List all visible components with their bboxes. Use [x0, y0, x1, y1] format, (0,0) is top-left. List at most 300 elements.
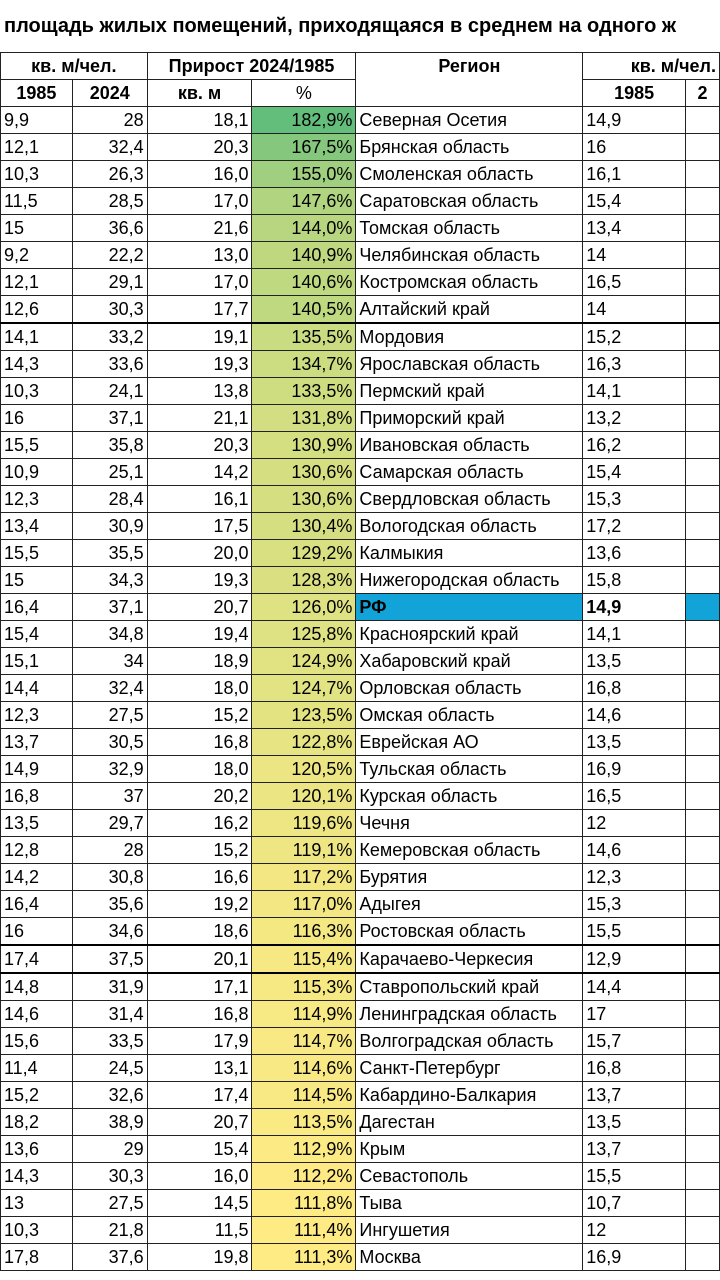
cell-region: Смоленская область [356, 161, 583, 188]
cell-2024: 27,5 [72, 1190, 147, 1217]
cell-growth-sqm: 19,1 [147, 323, 252, 351]
cell-2024-right [686, 296, 720, 324]
cell-growth-sqm: 17,5 [147, 513, 252, 540]
cell-region: Тульская область [356, 756, 583, 783]
cell-2024-right [686, 648, 720, 675]
cell-region: Карачаево-Черкесия [356, 945, 583, 973]
cell-growth-sqm: 17,0 [147, 269, 252, 296]
cell-growth-pct: 182,9% [252, 107, 356, 134]
cell-region: Челябинская область [356, 242, 583, 269]
table-row [1, 107, 720, 134]
cell-1985-right: 14,4 [583, 973, 686, 1001]
cell-growth-pct: 155,0% [252, 161, 356, 188]
table-row [1, 945, 720, 973]
cell-growth-pct: 128,3% [252, 567, 356, 594]
cell-1985-right: 14,6 [583, 702, 686, 729]
cell-growth-sqm: 16,1 [147, 486, 252, 513]
cell-region: Ставропольский край [356, 973, 583, 1001]
cell-2024-right [686, 567, 720, 594]
cell-2024: 34,3 [72, 567, 147, 594]
cell-1985: 10,9 [1, 459, 73, 486]
cell-1985: 14,6 [1, 1001, 73, 1028]
cell-1985: 10,3 [1, 1217, 73, 1244]
cell-2024-right [686, 513, 720, 540]
cell-1985: 15 [1, 215, 73, 242]
cell-2024-right [686, 675, 720, 702]
housing-area-table [0, 52, 720, 1271]
cell-2024-right [686, 134, 720, 161]
cell-growth-pct: 147,6% [252, 188, 356, 215]
table-row [1, 188, 720, 215]
cell-2024: 24,1 [72, 378, 147, 405]
table-row [1, 810, 720, 837]
cell-1985-right: 15,2 [583, 323, 686, 351]
cell-1985-right: 16,2 [583, 432, 686, 459]
table-row [1, 1190, 720, 1217]
cell-2024-right [686, 729, 720, 756]
cell-region: Волгоградская область [356, 1028, 583, 1055]
cell-1985-right: 14,1 [583, 378, 686, 405]
cell-1985: 15 [1, 567, 73, 594]
cell-2024: 29,1 [72, 269, 147, 296]
cell-growth-pct: 111,3% [252, 1244, 356, 1271]
cell-region: Приморский край [356, 405, 583, 432]
cell-1985-right: 15,4 [583, 188, 686, 215]
cell-2024-right [686, 107, 720, 134]
cell-growth-pct: 111,4% [252, 1217, 356, 1244]
cell-region: Ростовская область [356, 918, 583, 946]
cell-region: Красноярский край [356, 621, 583, 648]
cell-growth-sqm: 16,6 [147, 864, 252, 891]
cell-2024-right [686, 1082, 720, 1109]
cell-region: Алтайский край [356, 296, 583, 324]
cell-2024: 30,3 [72, 1163, 147, 1190]
table-row [1, 1217, 720, 1244]
cell-1985: 16 [1, 405, 73, 432]
cell-growth-sqm: 21,6 [147, 215, 252, 242]
table-row [1, 242, 720, 269]
cell-2024-right [686, 1136, 720, 1163]
header-growth: Прирост 2024/1985 [147, 53, 356, 80]
table-row [1, 675, 720, 702]
cell-2024: 26,3 [72, 161, 147, 188]
cell-1985: 12,3 [1, 486, 73, 513]
cell-1985-right: 14 [583, 296, 686, 324]
cell-growth-sqm: 20,7 [147, 1109, 252, 1136]
cell-2024: 27,5 [72, 702, 147, 729]
cell-2024: 24,5 [72, 1055, 147, 1082]
header-sqm-per-person: кв. м/чел. [1, 53, 148, 80]
cell-growth-sqm: 16,8 [147, 1001, 252, 1028]
table-row [1, 161, 720, 188]
table-row [1, 134, 720, 161]
cell-1985: 16,4 [1, 594, 73, 621]
cell-growth-sqm: 17,0 [147, 188, 252, 215]
table-row [1, 486, 720, 513]
cell-region: Крым [356, 1136, 583, 1163]
cell-1985-right: 13,7 [583, 1136, 686, 1163]
cell-growth-sqm: 13,1 [147, 1055, 252, 1082]
cell-2024-right [686, 1001, 720, 1028]
table-row [1, 459, 720, 486]
cell-1985-right: 17,2 [583, 513, 686, 540]
cell-growth-pct: 133,5% [252, 378, 356, 405]
cell-2024: 35,5 [72, 540, 147, 567]
cell-region: Северная Осетия [356, 107, 583, 134]
table-row [1, 432, 720, 459]
cell-2024: 28 [72, 837, 147, 864]
cell-growth-sqm: 20,2 [147, 783, 252, 810]
cell-growth-pct: 119,6% [252, 810, 356, 837]
cell-2024: 32,4 [72, 134, 147, 161]
cell-2024-right [686, 945, 720, 973]
cell-1985-right: 15,8 [583, 567, 686, 594]
cell-1985-right: 16,3 [583, 351, 686, 378]
cell-1985: 11,4 [1, 1055, 73, 1082]
table-row [1, 973, 720, 1001]
table-row [1, 567, 720, 594]
cell-2024: 37,1 [72, 594, 147, 621]
cell-1985-right: 13,6 [583, 540, 686, 567]
cell-1985: 14,2 [1, 864, 73, 891]
table-row [1, 540, 720, 567]
cell-1985: 16,4 [1, 891, 73, 918]
cell-region: Санкт-Петербург [356, 1055, 583, 1082]
cell-1985-right: 15,4 [583, 459, 686, 486]
cell-growth-pct: 120,5% [252, 756, 356, 783]
cell-1985-right: 14,9 [583, 107, 686, 134]
cell-2024: 30,5 [72, 729, 147, 756]
cell-region: Калмыкия [356, 540, 583, 567]
header-row-1 [1, 53, 720, 80]
header-pct: % [252, 80, 356, 107]
table-row [1, 648, 720, 675]
cell-2024: 35,6 [72, 891, 147, 918]
cell-1985-right: 13,2 [583, 405, 686, 432]
cell-growth-sqm: 20,3 [147, 134, 252, 161]
cell-2024-right [686, 864, 720, 891]
cell-1985: 14,1 [1, 323, 73, 351]
table-row [1, 513, 720, 540]
cell-growth-sqm: 16,8 [147, 729, 252, 756]
cell-1985-right: 15,5 [583, 1163, 686, 1190]
cell-1985-right: 14,1 [583, 621, 686, 648]
cell-2024: 32,4 [72, 675, 147, 702]
cell-2024-right [686, 323, 720, 351]
cell-2024: 33,6 [72, 351, 147, 378]
cell-2024-right [686, 405, 720, 432]
cell-growth-pct: 123,5% [252, 702, 356, 729]
cell-region: Костромская область [356, 269, 583, 296]
cell-growth-pct: 134,7% [252, 351, 356, 378]
cell-region: Томская область [356, 215, 583, 242]
cell-growth-sqm: 19,4 [147, 621, 252, 648]
cell-1985: 13,6 [1, 1136, 73, 1163]
cell-1985: 15,4 [1, 621, 73, 648]
cell-2024-right [686, 783, 720, 810]
table-row [1, 378, 720, 405]
cell-2024-right [686, 269, 720, 296]
cell-2024: 29,7 [72, 810, 147, 837]
cell-region: Пермский край [356, 378, 583, 405]
cell-growth-pct: 124,9% [252, 648, 356, 675]
table-row [1, 756, 720, 783]
cell-1985-right: 12,9 [583, 945, 686, 973]
table-row [1, 1001, 720, 1028]
cell-2024-right [686, 378, 720, 405]
cell-2024-right [686, 1109, 720, 1136]
cell-1985-right: 16,9 [583, 756, 686, 783]
table-row [1, 1082, 720, 1109]
cell-2024: 21,8 [72, 1217, 147, 1244]
cell-growth-pct: 130,6% [252, 486, 356, 513]
cell-2024: 33,2 [72, 323, 147, 351]
cell-growth-sqm: 19,3 [147, 567, 252, 594]
cell-growth-pct: 113,5% [252, 1109, 356, 1136]
cell-2024: 32,6 [72, 1082, 147, 1109]
cell-1985: 12,3 [1, 702, 73, 729]
cell-1985: 9,9 [1, 107, 73, 134]
cell-growth-pct: 144,0% [252, 215, 356, 242]
cell-1985: 16,8 [1, 783, 73, 810]
cell-2024-right [686, 1190, 720, 1217]
cell-1985-right: 17 [583, 1001, 686, 1028]
cell-1985-right: 16,9 [583, 1244, 686, 1271]
cell-2024-right [686, 837, 720, 864]
header-region: Регион [356, 53, 583, 107]
table-row [1, 1163, 720, 1190]
cell-growth-pct: 117,2% [252, 864, 356, 891]
cell-region: Кемеровская область [356, 837, 583, 864]
cell-growth-sqm: 20,3 [147, 432, 252, 459]
cell-growth-sqm: 19,2 [147, 891, 252, 918]
cell-1985-right: 13,5 [583, 729, 686, 756]
cell-1985: 13,5 [1, 810, 73, 837]
cell-growth-sqm: 13,8 [147, 378, 252, 405]
cell-1985: 13 [1, 1190, 73, 1217]
cell-1985-right: 15,5 [583, 918, 686, 946]
cell-2024: 29 [72, 1136, 147, 1163]
cell-region: Дагестан [356, 1109, 583, 1136]
cell-growth-sqm: 19,8 [147, 1244, 252, 1271]
cell-region: РФ [356, 594, 583, 621]
table-row [1, 296, 720, 324]
table-row [1, 1055, 720, 1082]
cell-growth-sqm: 17,4 [147, 1082, 252, 1109]
cell-2024-right [686, 891, 720, 918]
cell-growth-pct: 130,6% [252, 459, 356, 486]
cell-1985: 13,4 [1, 513, 73, 540]
cell-2024: 28,4 [72, 486, 147, 513]
cell-growth-sqm: 15,4 [147, 1136, 252, 1163]
cell-2024: 31,4 [72, 1001, 147, 1028]
cell-1985-right: 16,5 [583, 269, 686, 296]
table-row [1, 1244, 720, 1271]
cell-2024-right [686, 486, 720, 513]
cell-1985-right: 16,8 [583, 675, 686, 702]
cell-1985: 14,4 [1, 675, 73, 702]
header-sqm-per-person-right: кв. м/чел. [583, 53, 720, 80]
cell-2024-right [686, 810, 720, 837]
cell-1985: 14,9 [1, 756, 73, 783]
cell-region: Ингушетия [356, 1217, 583, 1244]
cell-2024: 32,9 [72, 756, 147, 783]
cell-growth-pct: 124,7% [252, 675, 356, 702]
cell-1985: 14,8 [1, 973, 73, 1001]
cell-1985-right: 12 [583, 810, 686, 837]
cell-growth-sqm: 17,7 [147, 296, 252, 324]
cell-2024-right [686, 351, 720, 378]
cell-1985: 15,5 [1, 540, 73, 567]
cell-growth-sqm: 20,7 [147, 594, 252, 621]
cell-1985-right: 16 [583, 134, 686, 161]
cell-2024-right [686, 242, 720, 269]
cell-region: Еврейская АО [356, 729, 583, 756]
cell-1985-right: 14 [583, 242, 686, 269]
cell-2024-right [686, 918, 720, 946]
cell-2024: 37,6 [72, 1244, 147, 1271]
cell-growth-sqm: 17,9 [147, 1028, 252, 1055]
cell-growth-sqm: 13,0 [147, 242, 252, 269]
cell-region: Севастополь [356, 1163, 583, 1190]
cell-2024: 25,1 [72, 459, 147, 486]
table-row [1, 729, 720, 756]
cell-growth-sqm: 20,0 [147, 540, 252, 567]
cell-growth-pct: 126,0% [252, 594, 356, 621]
cell-region: Ленинградская область [356, 1001, 583, 1028]
cell-1985: 15,2 [1, 1082, 73, 1109]
cell-2024-right [686, 161, 720, 188]
header-1985-right: 1985 [583, 80, 686, 107]
cell-growth-sqm: 18,9 [147, 648, 252, 675]
cell-growth-pct: 135,5% [252, 323, 356, 351]
cell-1985-right: 14,9 [583, 594, 686, 621]
cell-1985-right: 12,3 [583, 864, 686, 891]
cell-region: Кабардино-Балкария [356, 1082, 583, 1109]
cell-growth-pct: 129,2% [252, 540, 356, 567]
header-2024-right: 2 [686, 80, 720, 107]
cell-growth-sqm: 16,2 [147, 810, 252, 837]
table-row [1, 864, 720, 891]
cell-1985-right: 16,1 [583, 161, 686, 188]
cell-growth-sqm: 18,0 [147, 756, 252, 783]
cell-region: Нижегородская область [356, 567, 583, 594]
table-row [1, 594, 720, 621]
cell-2024: 30,3 [72, 296, 147, 324]
cell-growth-pct: 112,2% [252, 1163, 356, 1190]
cell-region: Саратовская область [356, 188, 583, 215]
cell-2024: 28,5 [72, 188, 147, 215]
cell-2024-right [686, 188, 720, 215]
cell-2024-right [686, 432, 720, 459]
cell-2024: 35,8 [72, 432, 147, 459]
cell-growth-sqm: 18,6 [147, 918, 252, 946]
table-row [1, 702, 720, 729]
cell-1985: 14,3 [1, 351, 73, 378]
cell-1985: 15,6 [1, 1028, 73, 1055]
cell-growth-pct: 140,6% [252, 269, 356, 296]
cell-growth-pct: 114,9% [252, 1001, 356, 1028]
cell-region: Орловская область [356, 675, 583, 702]
cell-2024-right [686, 1163, 720, 1190]
cell-growth-pct: 130,9% [252, 432, 356, 459]
table-row [1, 323, 720, 351]
table-title: площадь жилых помещений, приходящаяся в среднем на одного ж [4, 15, 677, 37]
cell-region: Бурятия [356, 864, 583, 891]
cell-growth-pct: 111,8% [252, 1190, 356, 1217]
cell-growth-pct: 115,3% [252, 973, 356, 1001]
cell-1985: 9,2 [1, 242, 73, 269]
cell-growth-pct: 140,5% [252, 296, 356, 324]
cell-2024: 37,1 [72, 405, 147, 432]
cell-region: Свердловская область [356, 486, 583, 513]
table-row [1, 1028, 720, 1055]
cell-1985: 14,3 [1, 1163, 73, 1190]
header-sqm: кв. м [147, 80, 252, 107]
cell-growth-sqm: 16,0 [147, 1163, 252, 1190]
cell-1985: 11,5 [1, 188, 73, 215]
cell-2024: 30,8 [72, 864, 147, 891]
cell-growth-pct: 167,5% [252, 134, 356, 161]
cell-1985: 12,1 [1, 269, 73, 296]
cell-2024-right [686, 756, 720, 783]
cell-growth-sqm: 14,5 [147, 1190, 252, 1217]
cell-1985-right: 14,6 [583, 837, 686, 864]
cell-2024: 34 [72, 648, 147, 675]
cell-2024-right [686, 702, 720, 729]
cell-2024-right [686, 621, 720, 648]
cell-2024-right [686, 1055, 720, 1082]
cell-1985: 10,3 [1, 161, 73, 188]
cell-growth-pct: 115,4% [252, 945, 356, 973]
cell-1985-right: 13,5 [583, 1109, 686, 1136]
cell-growth-pct: 116,3% [252, 918, 356, 946]
cell-region: Вологодская область [356, 513, 583, 540]
table-row [1, 1136, 720, 1163]
cell-2024: 28 [72, 107, 147, 134]
cell-growth-pct: 114,6% [252, 1055, 356, 1082]
cell-2024: 36,6 [72, 215, 147, 242]
cell-2024: 30,9 [72, 513, 147, 540]
cell-2024: 22,2 [72, 242, 147, 269]
cell-1985-right: 16,8 [583, 1055, 686, 1082]
cell-2024: 34,6 [72, 918, 147, 946]
cell-2024-right [686, 973, 720, 1001]
cell-1985-right: 15,3 [583, 891, 686, 918]
cell-growth-sqm: 21,1 [147, 405, 252, 432]
cell-growth-pct: 112,9% [252, 1136, 356, 1163]
cell-1985: 12,8 [1, 837, 73, 864]
cell-growth-sqm: 18,0 [147, 675, 252, 702]
cell-1985: 12,1 [1, 134, 73, 161]
cell-2024: 37 [72, 783, 147, 810]
cell-growth-pct: 130,4% [252, 513, 356, 540]
cell-1985: 17,4 [1, 945, 73, 973]
header-1985: 1985 [1, 80, 73, 107]
cell-2024-right [686, 540, 720, 567]
cell-2024-right [686, 1028, 720, 1055]
table-row [1, 783, 720, 810]
table-row [1, 918, 720, 946]
cell-growth-pct: 114,5% [252, 1082, 356, 1109]
table-row [1, 837, 720, 864]
cell-1985: 15,1 [1, 648, 73, 675]
table-row [1, 621, 720, 648]
cell-region: Омская область [356, 702, 583, 729]
cell-growth-pct: 114,7% [252, 1028, 356, 1055]
header-2024: 2024 [72, 80, 147, 107]
cell-growth-pct: 120,1% [252, 783, 356, 810]
